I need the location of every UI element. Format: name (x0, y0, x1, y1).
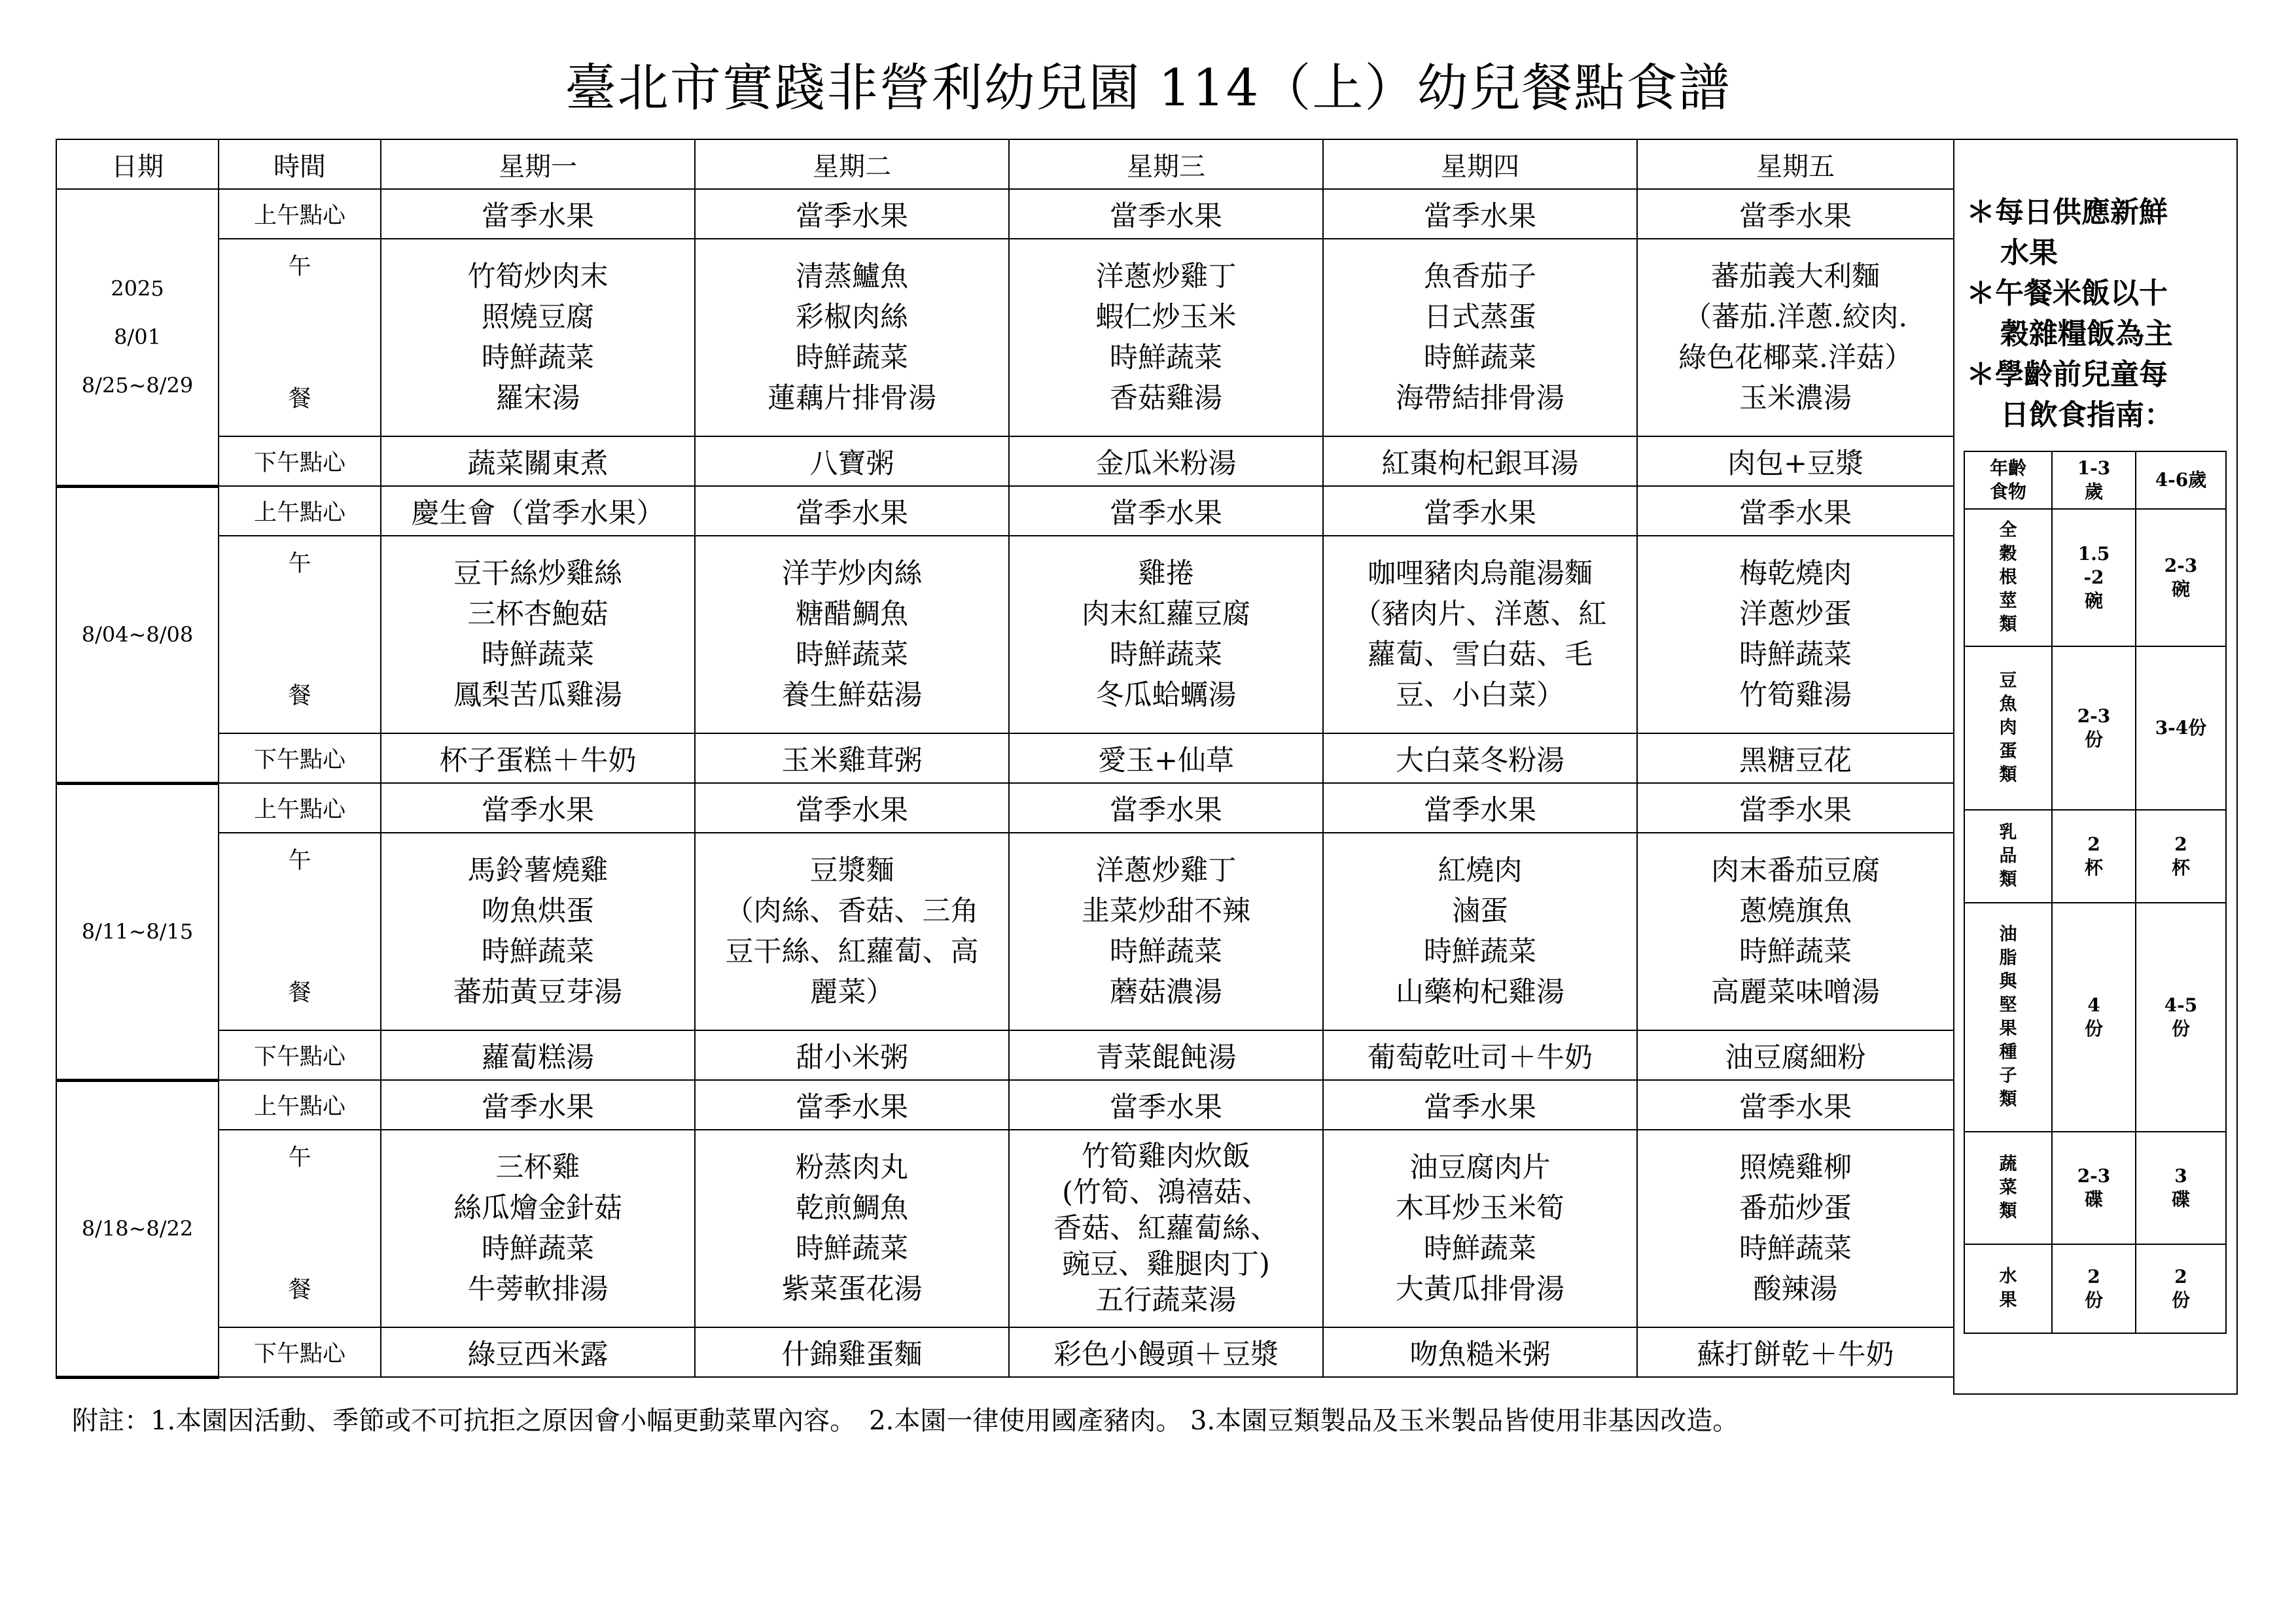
dish: 時鮮蔬菜 (1739, 1232, 1852, 1265)
lunch-label (219, 239, 380, 423)
dish: 蘿蔔、雪白菇、毛 (1368, 638, 1593, 671)
dish: 油豆腐肉片 (1409, 1151, 1551, 1184)
am-snack-cell: 當季水果 (695, 783, 1009, 833)
dish: 洋蔥炒蛋 (1739, 598, 1852, 631)
header-tuesday: 星期二 (695, 139, 1009, 189)
lunch-label-top: 午 (288, 848, 311, 874)
dish: 牛蒡軟排湯 (467, 1273, 609, 1306)
lunch-label (219, 536, 380, 720)
slot-label-pm: 下午點心 (219, 1327, 381, 1377)
pm-snack-cell: 肉包+豆漿 (1637, 436, 1954, 486)
pm-snack-cell: 什錦雞蛋麵 (695, 1327, 1009, 1377)
asterisk-icon: ＊ (1966, 358, 1995, 391)
guide-amount-4-6: 2 份 (2136, 1244, 2226, 1333)
dish: 照燒雞柳 (1739, 1151, 1852, 1184)
page-title: 臺北市實踐非營利幼兒園 114（上）幼兒餐點食譜 (565, 59, 1731, 118)
am-snack-cell: 當季水果 (695, 189, 1009, 239)
tip-line (1966, 314, 2241, 355)
dish: 魚香茄子 (1424, 260, 1536, 293)
pm-snack-row (56, 733, 1954, 783)
tip-item (1966, 273, 2241, 355)
dish: 時鮮蔬菜 (1110, 935, 1222, 968)
dish: 大黃瓜排骨湯 (1396, 1273, 1564, 1306)
lunch-label-bottom: 餐 (288, 1277, 311, 1303)
dish: 清蒸鱸魚 (796, 260, 908, 293)
pm-snack-cell: 黑糖豆花 (1637, 733, 1954, 783)
intake-guide-table (1964, 451, 2227, 1334)
dish: 時鮮蔬菜 (1424, 935, 1536, 968)
menu-table (56, 139, 1954, 1379)
am-snack-row (56, 486, 1954, 536)
pm-snack-cell: 八寶粥 (695, 436, 1009, 486)
dish: 蔥燒旗魚 (1739, 895, 1852, 928)
lunch-cell (1637, 239, 1954, 436)
dish: 香菇雞湯 (1110, 382, 1222, 415)
date-line: 8/18~8/22 (81, 1216, 194, 1241)
dish: 馬鈴薯燒雞 (467, 854, 609, 887)
dish: 時鮮蔬菜 (1739, 638, 1852, 671)
am-snack-cell: 當季水果 (695, 486, 1009, 536)
dish: 時鮮蔬菜 (1424, 1232, 1536, 1265)
footnote: 附註：1.本園因活動、季節或不可抗拒之原因會小幅更動菜單內容。 2.本園一律使用國產豬肉。 3.本園豆類製品及玉米製品皆使用非基因改造。 (72, 1406, 1739, 1436)
dish: 鳳梨苦瓜雞湯 (453, 679, 622, 712)
guide-amount-1-3: 4 份 (2052, 903, 2136, 1132)
am-snack-cell: 當季水果 (1637, 783, 1954, 833)
dish: 吻魚烘蛋 (482, 895, 594, 928)
pm-snack-cell: 蘇打餅乾＋牛奶 (1637, 1327, 1954, 1377)
dish: 酸辣湯 (1753, 1273, 1838, 1306)
tip-text: 午餐米飯以十 (1995, 277, 2168, 310)
tip-item (1966, 192, 2241, 273)
slot-label-lunch (219, 1130, 381, 1327)
am-snack-cell: 慶生會（當季水果） (381, 486, 695, 536)
dish: 時鮮蔬菜 (482, 638, 594, 671)
dish: 竹筍炒肉末 (467, 260, 609, 293)
dish: 滷蛋 (1452, 895, 1508, 928)
dish: 紫菜蛋花湯 (781, 1273, 923, 1306)
menu-body (56, 189, 1954, 1377)
pm-snack-cell: 綠豆西米露 (381, 1327, 695, 1377)
tip-text: 穀雜糧飯為主 (2000, 317, 2173, 351)
header-wednesday: 星期三 (1009, 139, 1323, 189)
date-line: 8/01 (114, 324, 161, 350)
dish: 時鮮蔬菜 (482, 1232, 594, 1265)
week-dates (56, 189, 219, 486)
dish: 時鮮蔬菜 (482, 935, 594, 968)
dish: 絲瓜燴金針菇 (453, 1192, 622, 1225)
lunch-cell (381, 833, 695, 1030)
header-friday: 星期五 (1637, 139, 1954, 189)
lunch-row (56, 1130, 1954, 1327)
slot-label-am: 上午點心 (219, 1080, 381, 1130)
date-line: 8/04~8/08 (81, 622, 194, 647)
pm-snack-cell: 彩色小饅頭＋豆漿 (1009, 1327, 1323, 1377)
guide-amount-4-6: 3 碟 (2136, 1132, 2226, 1244)
dish: 三杯杏鮑菇 (467, 598, 609, 631)
dish: 羅宋湯 (495, 382, 580, 415)
pm-snack-cell: 愛玉+仙草 (1009, 733, 1323, 783)
dish: 蘑菇濃湯 (1110, 976, 1222, 1009)
date-line: 8/25~8/29 (81, 373, 194, 398)
guide-amount-1-3: 1.5 -2 碗 (2052, 509, 2136, 646)
dish: 豆漿麵 (809, 854, 894, 887)
dish: 番茄炒蛋 (1739, 1192, 1852, 1225)
guide-amount-1-3: 2 份 (2052, 1244, 2136, 1333)
am-snack-cell: 當季水果 (1637, 486, 1954, 536)
lunch-cell (695, 1130, 1009, 1327)
lunch-cell (1323, 833, 1637, 1030)
dish: 豆干絲、紅蘿蔔、高 (725, 935, 979, 968)
dish: 時鮮蔬菜 (482, 341, 594, 374)
week-dates (56, 783, 219, 1080)
dish: 竹筍雞湯 (1739, 679, 1852, 712)
week-dates (56, 486, 219, 783)
pm-snack-cell: 大白菜冬粉湯 (1323, 733, 1637, 783)
lunch-cell (695, 239, 1009, 436)
header-row (56, 139, 1954, 189)
lunch-cell (695, 536, 1009, 733)
guide-amount-4-6: 2-3 碗 (2136, 509, 2226, 646)
am-snack-cell: 當季水果 (1323, 1080, 1637, 1130)
slot-label-am: 上午點心 (219, 783, 381, 833)
dish: 高麗菜味噌湯 (1711, 976, 1880, 1009)
pm-snack-cell: 吻魚糙米粥 (1323, 1327, 1637, 1377)
lunch-cell (1009, 536, 1323, 733)
lunch-row (56, 239, 1954, 436)
dish: 蕃茄義大利麵 (1711, 260, 1880, 293)
dish: （豬肉片、洋蔥、紅 (1353, 598, 1607, 631)
dish: 肉末番茄豆腐 (1711, 854, 1880, 887)
guide-row (1964, 1132, 2226, 1244)
dish: （肉絲、香菇、三角 (725, 895, 979, 928)
dish: 山藥枸杞雞湯 (1396, 976, 1564, 1009)
slot-label-am: 上午點心 (219, 486, 381, 536)
dish: 照燒豆腐 (482, 301, 594, 334)
asterisk-icon: ＊ (1966, 277, 1995, 310)
dish: 雞捲 (1138, 557, 1194, 590)
guide-amount-1-3: 2-3 份 (2052, 646, 2136, 810)
lunch-row (56, 536, 1954, 733)
dish: 豆干絲炒雞絲 (453, 557, 622, 590)
am-snack-row (56, 189, 1954, 239)
lunch-label-bottom: 餐 (288, 980, 311, 1006)
tip-item (1966, 355, 2241, 436)
tip-line (1966, 395, 2241, 436)
am-snack-row (56, 1080, 1954, 1130)
date-line: 2025 (111, 276, 164, 302)
lunch-cell (695, 833, 1009, 1030)
pm-snack-cell: 葡萄乾吐司＋牛奶 (1323, 1030, 1637, 1080)
guide-header-age2: 4-6歲 (2136, 451, 2226, 509)
dish: 時鮮蔬菜 (796, 638, 908, 671)
dish: 綠色花椰菜.洋菇） (1678, 341, 1913, 374)
guide-row (1964, 810, 2226, 903)
tip-line (1966, 233, 2241, 273)
lunch-cell (1009, 239, 1323, 436)
am-snack-cell: 當季水果 (381, 1080, 695, 1130)
dish: 梅乾燒肉 (1739, 557, 1852, 590)
dish: 時鮮蔬菜 (1110, 341, 1222, 374)
guide-food: 全 穀 根 莖 類 (1964, 509, 2052, 646)
lunch-label (219, 1130, 380, 1314)
slot-label-am: 上午點心 (219, 189, 381, 239)
dish: 洋芋炒肉絲 (781, 557, 923, 590)
tip-text: 學齡前兒童每 (1995, 358, 2168, 391)
am-snack-cell: 當季水果 (381, 783, 695, 833)
pm-snack-cell: 金瓜米粉湯 (1009, 436, 1323, 486)
pm-snack-row (56, 1327, 1954, 1377)
header-thursday: 星期四 (1323, 139, 1637, 189)
dish: 肉末紅蘿豆腐 (1082, 598, 1250, 631)
lunch-label (219, 833, 380, 1017)
tip-line (1966, 192, 2241, 233)
tip-line (1966, 355, 2241, 395)
pm-snack-cell: 紅棗枸杞銀耳湯 (1323, 436, 1637, 486)
dish: 粉蒸肉丸 (796, 1151, 908, 1184)
dish: 咖哩豬肉烏龍湯麵 (1368, 557, 1593, 590)
guide-food: 油 脂 與 堅 果 種 子 類 (1964, 903, 2052, 1132)
dish: 豆、小白菜） (1396, 679, 1564, 712)
guide-food: 水 果 (1964, 1244, 2052, 1333)
nutrition-panel (1953, 139, 2238, 1395)
pm-snack-cell: 甜小米粥 (695, 1030, 1009, 1080)
am-snack-cell: 當季水果 (1009, 189, 1323, 239)
guide-header-age1: 1-3 歲 (2052, 451, 2136, 509)
guide-food: 蔬 菜 類 (1964, 1132, 2052, 1244)
guide-amount-1-3: 2-3 碟 (2052, 1132, 2136, 1244)
guide-row (1964, 509, 2226, 646)
lunch-label-top: 午 (288, 551, 311, 577)
tip-text: 每日供應新鮮 (1995, 196, 2168, 229)
am-snack-cell: 當季水果 (381, 189, 695, 239)
slot-label-lunch (219, 536, 381, 733)
slot-label-pm: 下午點心 (219, 733, 381, 783)
dish: 蕃茄黃豆芽湯 (453, 976, 622, 1009)
week-dates (56, 1080, 219, 1377)
asterisk-icon: ＊ (1966, 196, 1995, 229)
pm-snack-row (56, 1030, 1954, 1080)
lunch-label-top: 午 (288, 1145, 311, 1171)
am-snack-cell: 當季水果 (1009, 783, 1323, 833)
lunch-cell (1323, 1130, 1637, 1327)
header-time: 時間 (219, 139, 381, 189)
dish: 麗菜） (809, 976, 894, 1009)
guide-header-food: 年齡 食物 (1964, 451, 2052, 509)
lunch-cell (1637, 1130, 1954, 1327)
tip-text: 日飲食指南： (2000, 398, 2173, 432)
am-snack-row (56, 783, 1954, 833)
am-snack-cell: 當季水果 (1323, 486, 1637, 536)
dish: 五行蔬菜湯 (1095, 1283, 1237, 1317)
tips-list (1966, 192, 2241, 436)
dish: 日式蒸蛋 (1424, 301, 1536, 334)
header-date: 日期 (56, 139, 219, 189)
lunch-label-top: 午 (288, 254, 311, 280)
dish: 洋蔥炒雞丁 (1095, 260, 1237, 293)
lunch-cell (381, 239, 695, 436)
dish: 蝦仁炒玉米 (1095, 301, 1237, 334)
slot-label-lunch (219, 833, 381, 1030)
guide-amount-4-6: 2 杯 (2136, 810, 2226, 903)
am-snack-cell: 當季水果 (1637, 1080, 1954, 1130)
am-snack-cell: 當季水果 (1323, 189, 1637, 239)
tip-text: 水果 (2000, 236, 2058, 270)
pm-snack-row (56, 436, 1954, 486)
pm-snack-cell: 玉米雞茸粥 (695, 733, 1009, 783)
dish: 三杯雞 (495, 1151, 580, 1184)
dish: 蓮藕片排骨湯 (768, 382, 936, 415)
slot-label-pm: 下午點心 (219, 1030, 381, 1080)
dish: 時鮮蔬菜 (796, 341, 908, 374)
lunch-label-bottom: 餐 (288, 683, 311, 709)
dish: 糖醋鯛魚 (796, 598, 908, 631)
lunch-cell (1637, 833, 1954, 1030)
guide-row (1964, 1244, 2226, 1333)
pm-snack-cell: 油豆腐細粉 (1637, 1030, 1954, 1080)
pm-snack-cell: 青菜餛飩湯 (1009, 1030, 1323, 1080)
guide-amount-4-6: 3-4份 (2136, 646, 2226, 810)
guide-food: 豆 魚 肉 蛋 類 (1964, 646, 2052, 810)
am-snack-cell: 當季水果 (1009, 486, 1323, 536)
lunch-cell (1009, 833, 1323, 1030)
guide-row (1964, 646, 2226, 810)
dish: 香菇、紅蘿蔔絲、 (1053, 1212, 1279, 1245)
header-monday: 星期一 (381, 139, 695, 189)
dish: 豌豆、雞腿肉丁) (1062, 1248, 1270, 1281)
lunch-cell (1009, 1130, 1323, 1327)
lunch-cell (381, 1130, 695, 1327)
guide-amount-4-6: 4-5 份 (2136, 903, 2226, 1132)
am-snack-cell: 當季水果 (1637, 189, 1954, 239)
pm-snack-cell: 杯子蛋糕＋牛奶 (381, 733, 695, 783)
pm-snack-cell: 蘿蔔糕湯 (381, 1030, 695, 1080)
dish: 時鮮蔬菜 (1739, 935, 1852, 968)
slot-label-lunch (219, 239, 381, 436)
lunch-cell (1323, 239, 1637, 436)
tip-line (1966, 273, 2241, 314)
date-line: 8/11~8/15 (81, 919, 194, 944)
dish: 韭菜炒甜不辣 (1082, 895, 1250, 928)
slot-label-pm: 下午點心 (219, 436, 381, 486)
pm-snack-cell: 蔬菜關東煮 (381, 436, 695, 486)
dish: 彩椒肉絲 (796, 301, 908, 334)
dish: 玉米濃湯 (1739, 382, 1852, 415)
dish: (竹筍、鴻禧菇、 (1062, 1176, 1270, 1209)
dish: 時鮮蔬菜 (1424, 341, 1536, 374)
lunch-label-bottom: 餐 (288, 386, 311, 412)
am-snack-cell: 當季水果 (1323, 783, 1637, 833)
dish: 冬瓜蛤蠣湯 (1095, 679, 1237, 712)
dish: 養生鮮菇湯 (781, 679, 923, 712)
dish: 時鮮蔬菜 (1110, 638, 1222, 671)
dish: 乾煎鯛魚 (796, 1192, 908, 1225)
lunch-row (56, 833, 1954, 1030)
guide-row (1964, 903, 2226, 1132)
guide-food: 乳 品 類 (1964, 810, 2052, 903)
dish: 時鮮蔬菜 (796, 1232, 908, 1265)
am-snack-cell: 當季水果 (695, 1080, 1009, 1130)
dish: 洋蔥炒雞丁 (1095, 854, 1237, 887)
dish: （蕃茄.洋蔥.絞肉. (1683, 301, 1907, 334)
dish: 竹筍雞肉炊飯 (1082, 1140, 1250, 1173)
lunch-cell (1637, 536, 1954, 733)
guide-amount-1-3: 2 杯 (2052, 810, 2136, 903)
dish: 木耳炒玉米筍 (1396, 1192, 1564, 1225)
guide-header-row (1964, 451, 2226, 509)
lunch-cell (1323, 536, 1637, 733)
dish: 海帶結排骨湯 (1396, 382, 1564, 415)
lunch-cell (381, 536, 695, 733)
am-snack-cell: 當季水果 (1009, 1080, 1323, 1130)
dish: 紅燒肉 (1438, 854, 1523, 887)
